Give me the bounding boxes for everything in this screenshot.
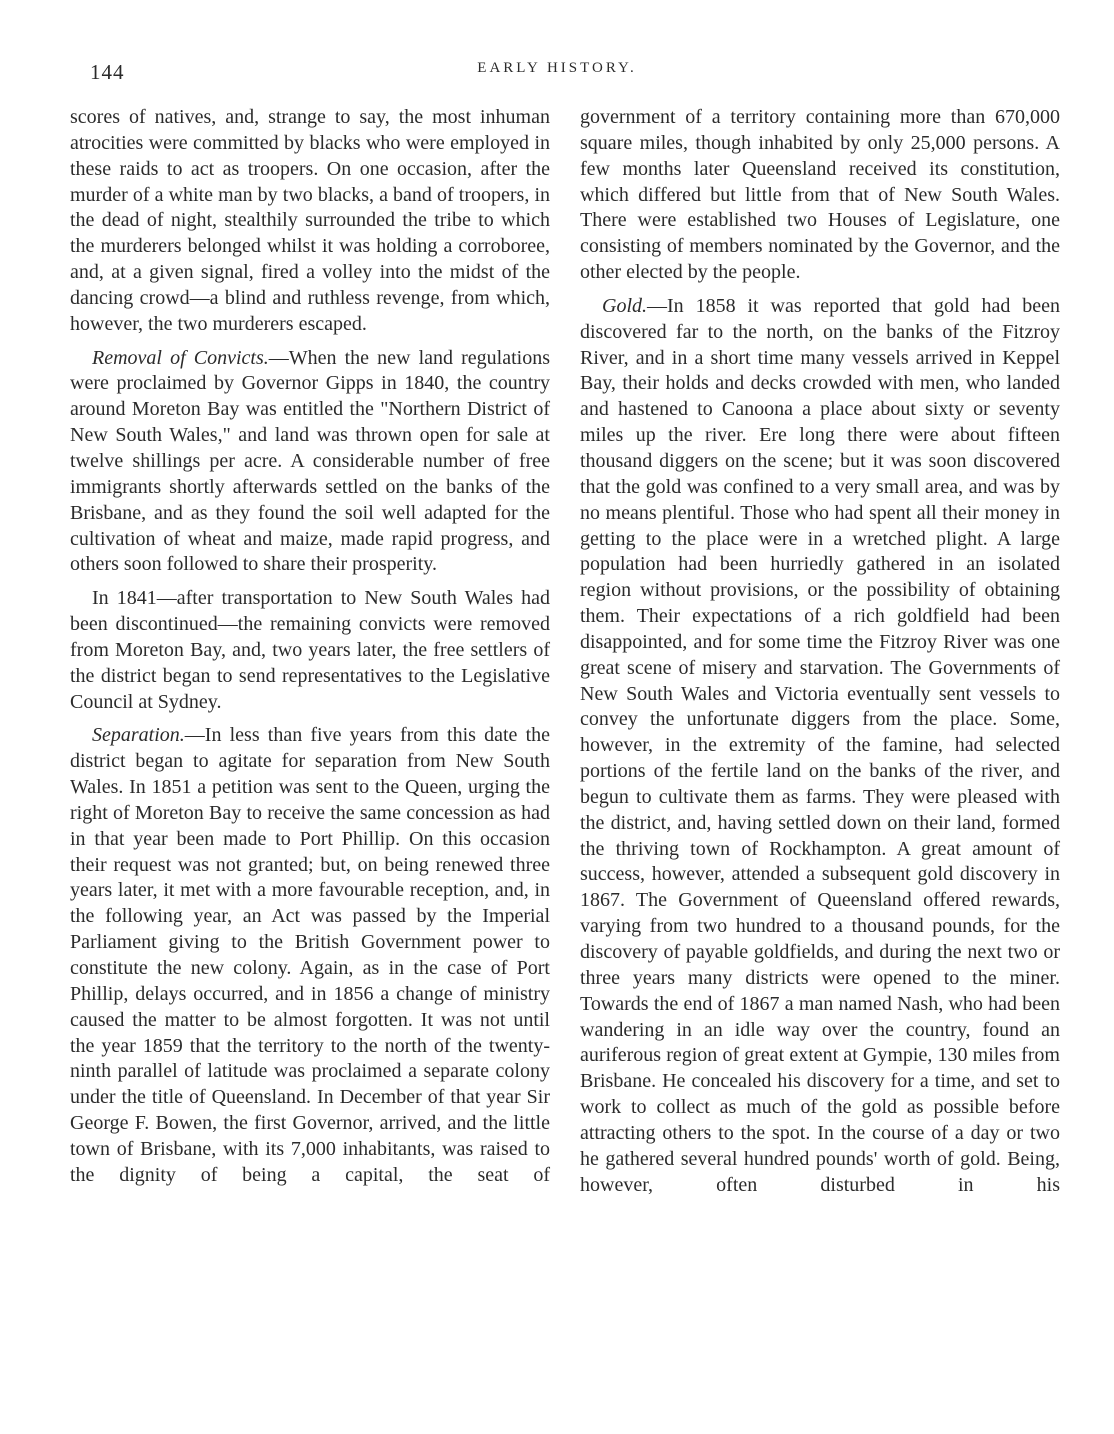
paragraph-body: —In less than five years from this date the district began to agitate for separation from New South Wales. In 1851 a petition was sent to the Queen, urging the right of Moreton Bay to receive the same concession as had in that year been made to Port Phillip. On this occasion their request was not granted; but, on being renewed three years later, it met with a more favourable reception, and, in the following year, an Act was passed by the Imperial Parliament giving to the British Government power to constitute the new colony. Again, as in the case of Port Phillip, delays occurred, and in 1856 a change of ministry caused the matter to be almost forgotten. It was not until the year 1859 that the territory to the north of the twenty-ninth parallel of latitude was proclaimed a separate colony under the title of Queensland. In December of that year Sir George F. Bowen, the first Governor, arrived, and the little town of Brisbane, with its 7,000 inhabitants, was raised to the dignity of being a capital, the seat of xyxy=(70,724,550,1186)
paragraph: scores of natives, and, strange to say, the most inhuman atrocities were committed by blacks who were employed in these raids to act as troopers. On one occasion, after the murder of a white man by two blacks, a band of troopers, in the dead of night, stealthily surrounded the tribe to which the murderers belonged whilst it was holding a corroboree, and, at a given signal, fired a volley into the midst of the dancing crowd—a blind and ruthless revenge, from which, however, the two murderers escaped. xyxy=(70,106,550,335)
paragraph xyxy=(70,723,550,1188)
paragraph: In 1841—after transportation to New South Wales had been discontinued—the remaining convicts were removed from Moreton Bay, and, two years later, the free settlers of the district began to send representatives to the Legislative Council at Sydney. xyxy=(70,587,550,713)
right-column xyxy=(580,105,1060,1198)
section-heading: Gold. xyxy=(602,294,647,317)
running-title: EARLY HISTORY. xyxy=(477,60,637,76)
section-heading: Separation. xyxy=(92,724,185,747)
page-number: 144 xyxy=(90,60,125,84)
paragraph xyxy=(70,346,550,579)
left-column xyxy=(70,105,550,1189)
section-heading: Removal of Convicts. xyxy=(92,346,269,369)
paragraph-body: —When the new land regulations were proclaimed by Governor Gipps in 1840, the country around Moreton Bay was entitled the "Northern District of New South Wales," and land was thrown open for sale at twelve shillings per acre. A considerable number of free immigrants shortly afterwards settled on the banks of the Brisbane, and as they found the soil well adapted for the cultivation of wheat and maize, made rapid progress, and others soon followed to share their prosperity. xyxy=(70,346,550,576)
paragraph: government of a territory containing more than 670,000 square miles, though inhabited by only 25,000 persons. A few months later Queensland received its constitution, which differed but little from that of New South Wales. There were established two Houses of Legislature, one consisting of members nominated by the Governor, and the other elected by the people. xyxy=(580,106,1060,284)
paragraph-body: —In 1858 it was reported that gold had been discovered far to the north, on the banks of the Fitzroy River, and in a short time many vessels arrived in Keppel Bay, their holds and decks crowded with men, who landed and hastened to Canoona a place about sixty or seventy miles up the river. Ere long there were about fifteen thousand diggers on the scene; but it was soon discovered that the gold was confined to a very small area, and was by no means plentiful. Those who had spent all their money in getting to the place were in a wretched plight. A large population had been hurriedly gathered in an isolated region without provisions, or the possibility of obtaining them. Their expectations of a rich goldfield had been disappointed, and for some time the Fitzroy River was one great scene of misery and starvation. The Governments of New South Wales and Victoria eventually sent vessels to convey the unfortunate diggers from the place. Some, however, in the extremity of the famine, had selected portions of the fertile land on the banks of the river, and begun to cultivate them as farms. They were pleased with the district, and, having settled down on their land, formed the thriving town of Rockhampton. A great amount of success, however, attended a subsequent gold discovery in 1867. The Government of Queensland offered rewards, varying from two hundred to a thousand pounds, for the discovery of payable goldfields, and during the next two or three years many districts were opened to the miner. Towards the end of 1867 a man named Nash, who had been wandering in an idle way over the country, found an auriferous region of great extent at Gympie, 130 miles from Brisbane. He concealed his discovery for a time, and set to work to collect as much of the gold as possible before attracting others to the spot. In the course of a day or two he gathered several hundred pounds' worth of gold. Being, however, often disturbed in his xyxy=(580,294,1060,1196)
paragraph xyxy=(580,294,1060,1199)
